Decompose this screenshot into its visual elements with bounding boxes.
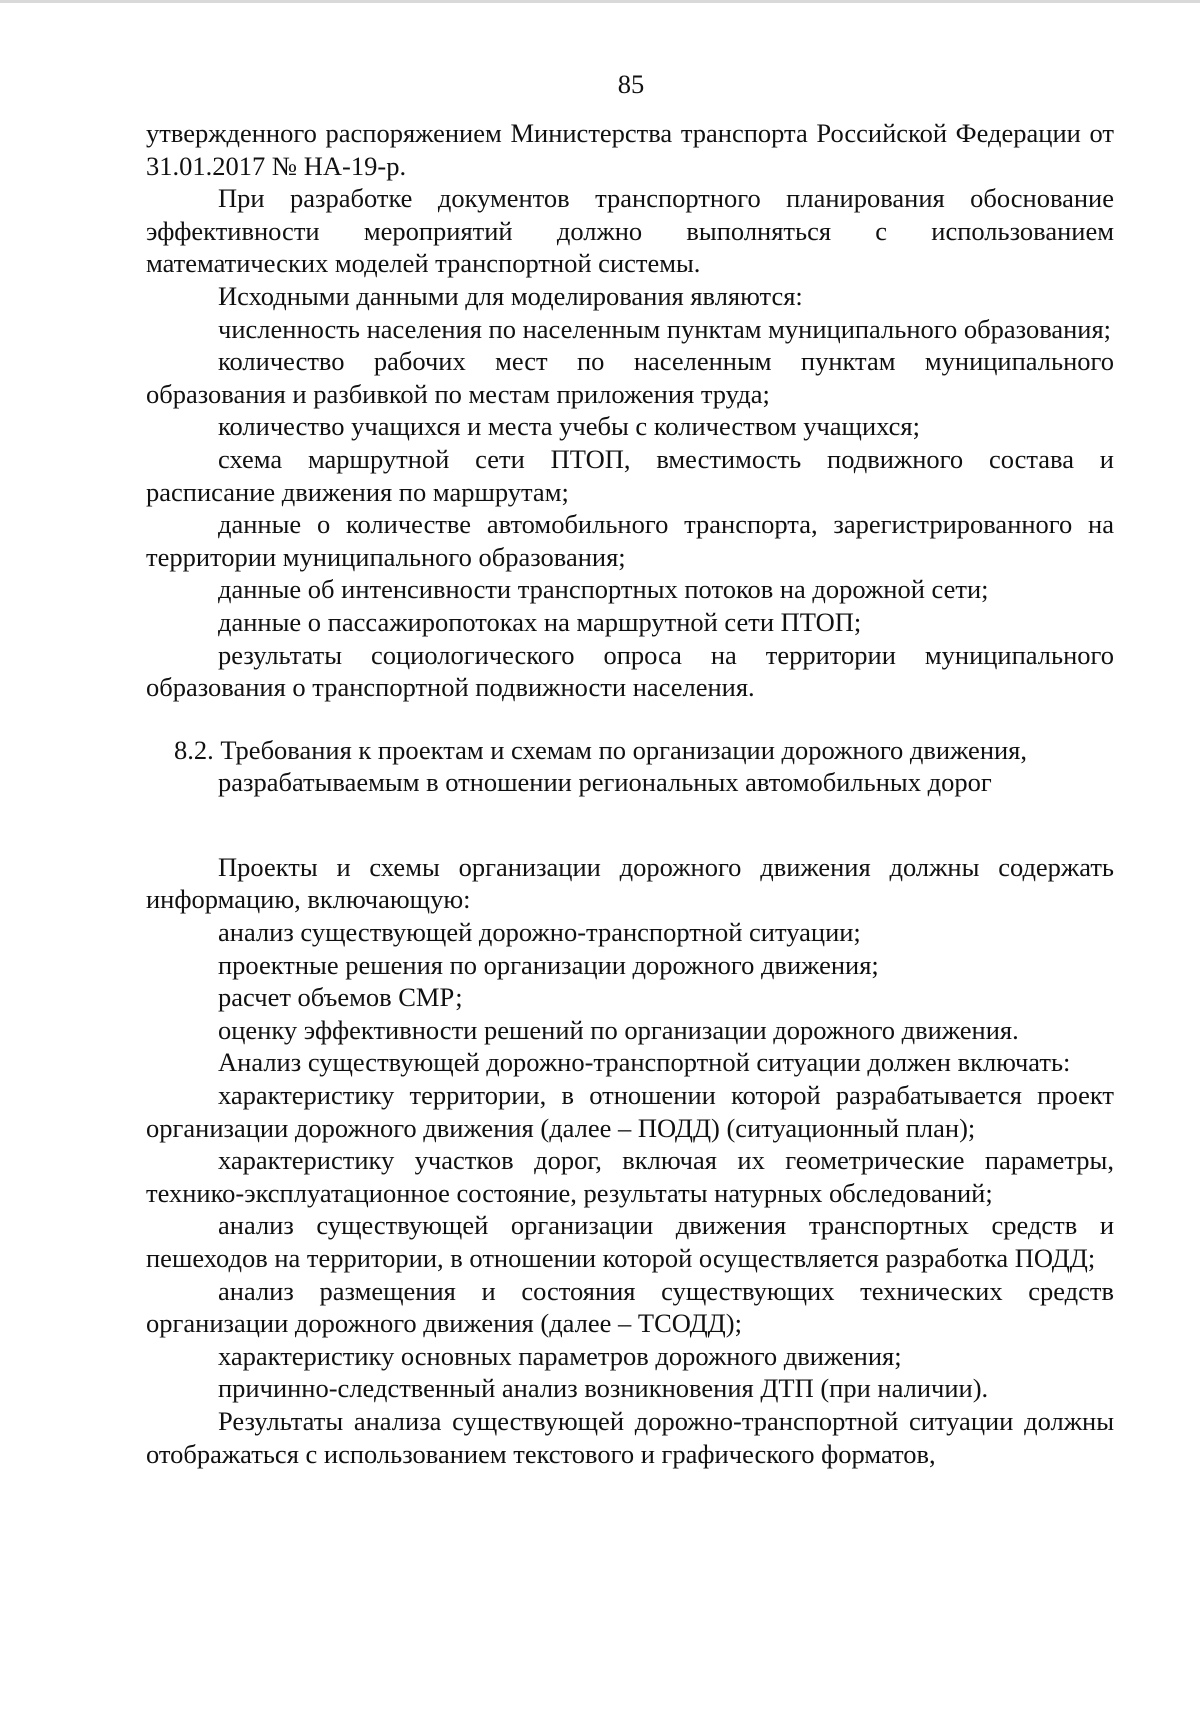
- paragraph: Проекты и схемы организации дорожного движения должны содержать информацию, включающую:: [146, 851, 1114, 915]
- paragraph: данные о количестве автомобильного транспорта, зарегистрированного на территории муниципального образования;: [146, 509, 1114, 572]
- paragraph: результаты социологического опроса на территории муниципального образования о транспортной подвижности населения.: [146, 639, 1114, 703]
- paragraph: данные о пассажиропотоках на маршрутной сети ПТОП;: [218, 606, 862, 637]
- paragraph: характеристику участков дорог, включая их геометрические параметры, технико-эксплуатационное состояние, результаты натурных обследований;: [146, 1145, 1114, 1208]
- document-body: [146, 117, 1114, 1470]
- paragraph: данные об интенсивности транспортных потоков на дорожной сети;: [218, 574, 989, 605]
- paragraph: Результаты анализа существующей дорожно-транспортной ситуации должны отображаться с использованием текстового и графического форматов,: [146, 1405, 1114, 1469]
- paragraph: анализ существующей организации движения транспортных средств и пешеходов на территории, в отношении которой осуществляется разработка ПОДД;: [146, 1210, 1114, 1273]
- paragraph: характеристику территории, в отношении которой разрабатывается проект организации дорожного движения (далее – ПОДД) (ситуационный план);: [146, 1080, 1114, 1143]
- paragraphs-after-heading: [146, 851, 1114, 1470]
- paragraph: проектные решения по организации дорожного движения;: [218, 949, 879, 980]
- paragraphs-before-heading: [146, 117, 1114, 704]
- section-heading: 8.2. Требования к проектам и схемам по организации дорожного движения, разрабатываемым в отношении региональных автомобильных дорог: [174, 734, 1027, 798]
- paragraph: схема маршрутной сети ПТОП, вместимость подвижного состава и расписание движения по маршрутам;: [146, 443, 1114, 507]
- paragraph: анализ размещения и состояния существующих технических средств организации дорожного движения (далее – ТСОДД);: [146, 1275, 1114, 1339]
- paragraph: причинно-следственный анализ возникновения ДТП (при наличии).: [218, 1373, 989, 1404]
- paragraph: количество учащихся и места учебы с количеством учащихся;: [218, 411, 920, 442]
- paragraph: характеристику основных параметров дорожного движения;: [218, 1340, 902, 1371]
- paragraph: количество рабочих мест по населенным пунктам муниципального образования и разбивкой по местам приложения труда;: [146, 346, 1114, 409]
- page-number: 85: [617, 69, 645, 99]
- paragraph: анализ существующей дорожно-транспортной ситуации;: [218, 917, 861, 948]
- paragraph: Исходными данными для моделирования являются:: [218, 280, 803, 311]
- paragraph: численность населения по населенным пунктам муниципального образования;: [218, 313, 1112, 344]
- paragraph: утвержденного распоряжением Министерства транспорта Российской Федерации от 31.01.2017 № НА-19-р.: [146, 118, 1114, 181]
- paragraph: расчет объемов СМР;: [218, 982, 463, 1013]
- paragraph: При разработке документов транспортного планирования обоснование эффективности мероприятий должно выполняться с использованием математических моделей транспортной системы.: [146, 183, 1114, 279]
- paragraph: Анализ существующей дорожно-транспортной ситуации должен включать:: [218, 1047, 1071, 1078]
- paragraph: оценку эффективности решений по организации дорожного движения.: [218, 1014, 1019, 1045]
- scan-top-edge: [0, 0, 1200, 3]
